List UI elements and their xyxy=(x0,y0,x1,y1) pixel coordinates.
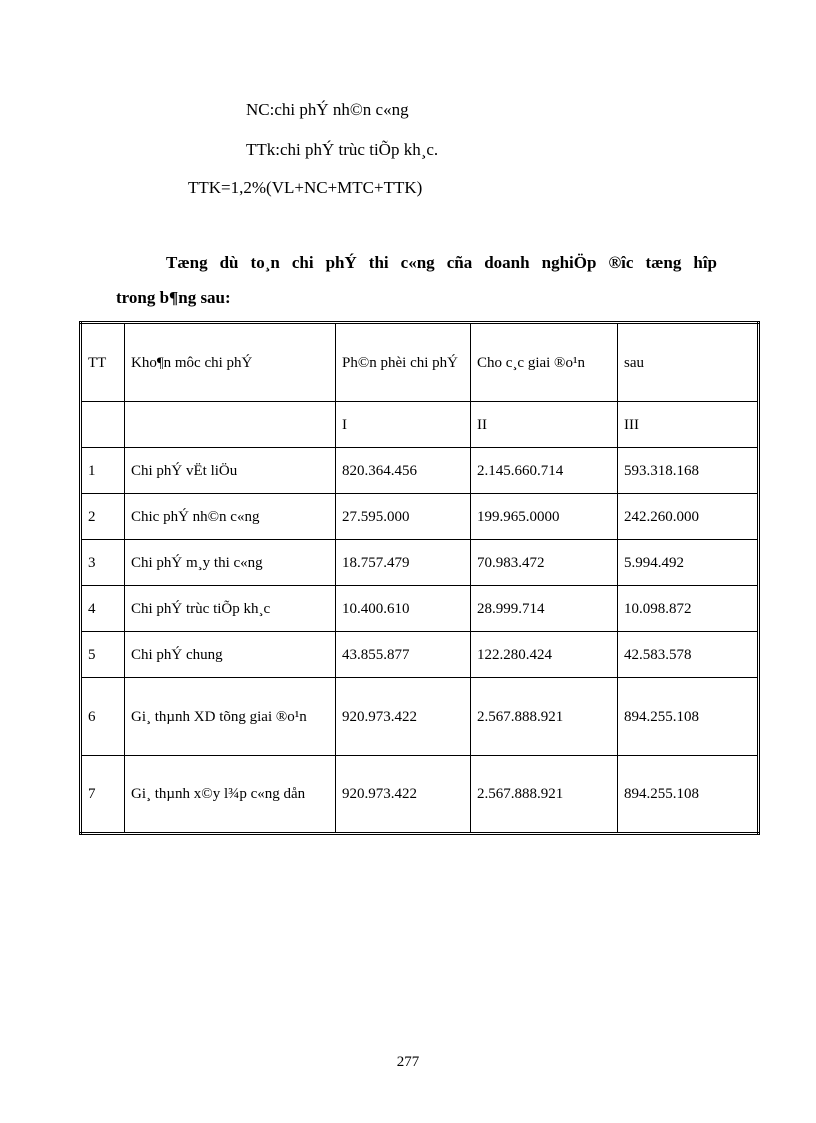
definition-nc: NC:chi phÝ nh©n c«ng xyxy=(246,100,409,119)
row-tt: 5 xyxy=(81,632,125,678)
subheader-empty xyxy=(81,402,125,448)
row-stage-2: 199.965.0000 xyxy=(471,494,618,540)
row-stage-1: 27.595.000 xyxy=(336,494,471,540)
row-item: Chi phÝ m¸y thi c«ng xyxy=(125,540,336,586)
row-tt: 6 xyxy=(81,678,125,756)
row-stage-2: 122.280.424 xyxy=(471,632,618,678)
table-row xyxy=(81,540,759,586)
header-tt: TT xyxy=(81,323,125,402)
row-tt: 3 xyxy=(81,540,125,586)
page-number: 277 xyxy=(396,1054,420,1070)
table-row xyxy=(81,678,759,756)
row-stage-3: 10.098.872 xyxy=(618,586,759,632)
row-item: Gi¸ thµnh x©y l¾p c«ng dån xyxy=(125,756,336,834)
header-stages: Cho c¸c giai ®o¹n xyxy=(471,323,618,402)
cost-table xyxy=(79,321,760,835)
row-tt: 7 xyxy=(81,756,125,834)
intro-paragraph-line2: trong b¶ng sau: xyxy=(116,288,231,307)
row-stage-3: 42.583.578 xyxy=(618,632,759,678)
row-item: Chi phÝ chung xyxy=(125,632,336,678)
row-stage-3: 894.255.108 xyxy=(618,678,759,756)
table-row xyxy=(81,586,759,632)
row-stage-2: 2.145.660.714 xyxy=(471,448,618,494)
header-item: Kho¶n môc chi phÝ xyxy=(125,323,336,402)
subheader-stage-2: II xyxy=(471,402,618,448)
row-stage-3: 242.260.000 xyxy=(618,494,759,540)
table-row xyxy=(81,756,759,834)
formula-ttk: TTK=1,2%(VL+NC+MTC+TTK) xyxy=(188,178,423,197)
row-item: Gi¸ thµnh XD tõng giai ®o¹n xyxy=(125,678,336,756)
intro-paragraph-line1: Tæng dù to¸n chi phÝ thi c«ng cña doanh nghiÖp ®îc tæng hîp xyxy=(166,253,717,272)
row-stage-1: 820.364.456 xyxy=(336,448,471,494)
table-header-row xyxy=(81,323,759,402)
subheader-empty xyxy=(125,402,336,448)
row-tt: 2 xyxy=(81,494,125,540)
table-subheader-row xyxy=(81,402,759,448)
row-stage-1: 10.400.610 xyxy=(336,586,471,632)
row-stage-1: 43.855.877 xyxy=(336,632,471,678)
row-item: Chi phÝ vËt liÖu xyxy=(125,448,336,494)
row-stage-1: 920.973.422 xyxy=(336,678,471,756)
row-stage-3: 894.255.108 xyxy=(618,756,759,834)
row-stage-1: 920.973.422 xyxy=(336,756,471,834)
row-stage-2: 70.983.472 xyxy=(471,540,618,586)
row-item: Chic phÝ nh©n c«ng xyxy=(125,494,336,540)
table-row xyxy=(81,494,759,540)
table-row xyxy=(81,632,759,678)
row-stage-2: 2.567.888.921 xyxy=(471,678,618,756)
row-stage-2: 28.999.714 xyxy=(471,586,618,632)
subheader-stage-3: III xyxy=(618,402,759,448)
row-stage-1: 18.757.479 xyxy=(336,540,471,586)
header-after: sau xyxy=(618,323,759,402)
definition-ttk: TTk:chi phÝ trùc tiÕp kh¸c. xyxy=(246,140,439,159)
row-stage-3: 5.994.492 xyxy=(618,540,759,586)
row-tt: 4 xyxy=(81,586,125,632)
row-item: Chi phÝ trùc tiÕp kh¸c xyxy=(125,586,336,632)
subheader-stage-1: I xyxy=(336,402,471,448)
row-tt: 1 xyxy=(81,448,125,494)
row-stage-3: 593.318.168 xyxy=(618,448,759,494)
header-distribution: Ph©n phèi chi phÝ xyxy=(336,323,471,402)
row-stage-2: 2.567.888.921 xyxy=(471,756,618,834)
table-row xyxy=(81,448,759,494)
